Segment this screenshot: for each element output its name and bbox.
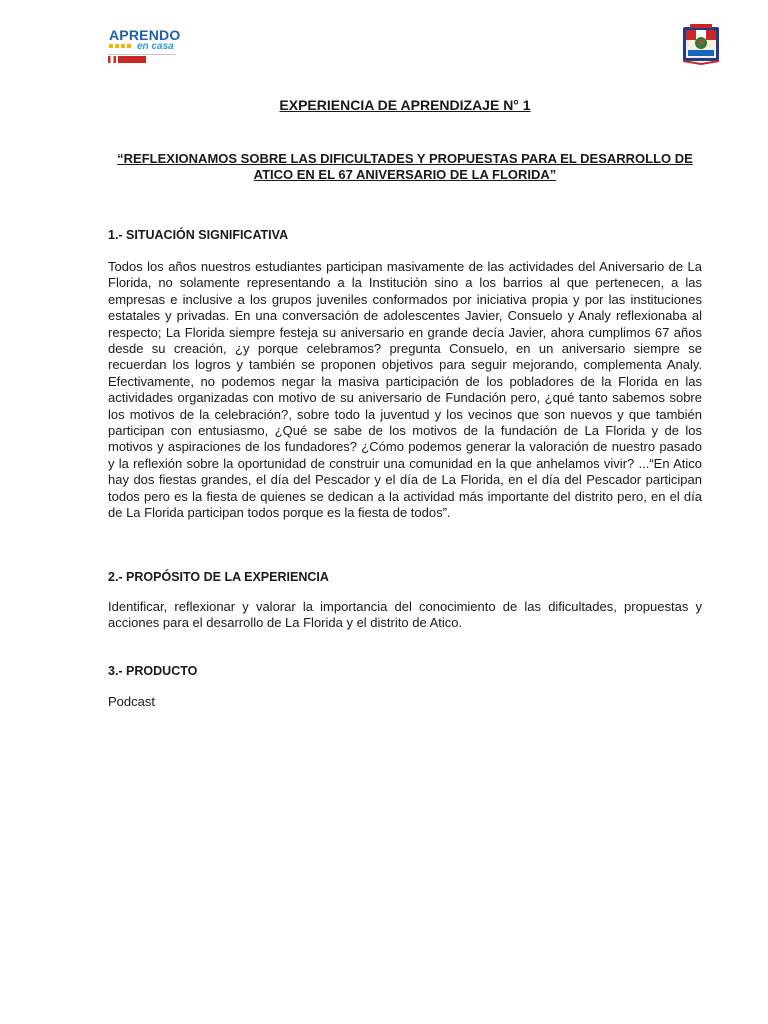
logo-text-line1: APRENDO bbox=[109, 27, 181, 43]
logo-dots-decoration bbox=[109, 44, 133, 48]
page-title: EXPERIENCIA DE APRENDIZAJE N° 1 bbox=[279, 97, 531, 113]
aprendo-en-casa-logo bbox=[107, 27, 181, 65]
ministry-banner-icon bbox=[118, 56, 146, 63]
section-heading-producto: 3.- PRODUCTO bbox=[108, 664, 198, 678]
school-crest-icon bbox=[682, 23, 720, 65]
page-subtitle: “REFLEXIONAMOS SOBRE LAS DIFICULTADES Y PROPUESTAS PARA EL DESARROLLO DE ATICO EN EL 67 ANIVERSARIO DE LA FLORIDA” bbox=[117, 151, 693, 182]
logo-text-line2: en casa bbox=[137, 41, 174, 52]
section-heading-proposito: 2.- PROPÓSITO DE LA EXPERIENCIA bbox=[108, 570, 329, 584]
section-heading-situacion: 1.- SITUACIÓN SIGNIFICATIVA bbox=[108, 228, 289, 242]
peru-flag-icon bbox=[108, 56, 116, 63]
section-body-proposito: Identificar, reflexionar y valorar la importancia del conocimiento de las dificultades, propuestas y acciones para el desarrollo de La Florida y el distrito de Atico. bbox=[108, 599, 702, 631]
section-body-producto: Podcast bbox=[108, 694, 155, 709]
section-body-situacion: Todos los años nuestros estudiantes participan masivamente de las actividades del Aniversario de La Florida, no solamente representando a la Institución sino a los barrios al que pertenecen, a las empresas e inclusive a los grupos juveniles conformados por iniciativa propia y por las instituciones estatales y privadas. En una conversación de adolescentes Javier, Consuelo y Analy reflexionaba al respecto; La Florida siempre festeja su aniversario en grande decía Javier, ahora cumplimos 67 años desde su creación, ¿y porque celebramos? pregunta Consuelo, en un aniversario siempre se recuerdan los logros y también se proponen objetivos para seguir mejorando, complementa Analy. Efectivamente, no podemos negar la masiva participación de los pobladores de la Florida en las actividades organizadas con motivo de su aniversario de Fundación pero, ¿qué tanto sabemos sobre los motivos de la celebración?, sobre todo la juventud y los vecinos que son nuevos y que también participan con entusiasmo, ¿Qué se sabe de los motivos de la fundación de La Florida y de los motivos y aspiraciones de los fundadores? ¿Cómo podemos generar la valoración de nuestro pasado y la reflexión sobre la oportunidad de construir una comunidad en la que anhelamos vivir? ...“En Atico hay dos fiestas grandes, el día del Pescador y el día de La Florida, en el día del Pescador participan todos pero es la fiesta de quienes se dedican a la actividad más importante del distrito pero, en el día de La Florida participan todos porque es la fiesta de todos”. bbox=[108, 259, 702, 521]
